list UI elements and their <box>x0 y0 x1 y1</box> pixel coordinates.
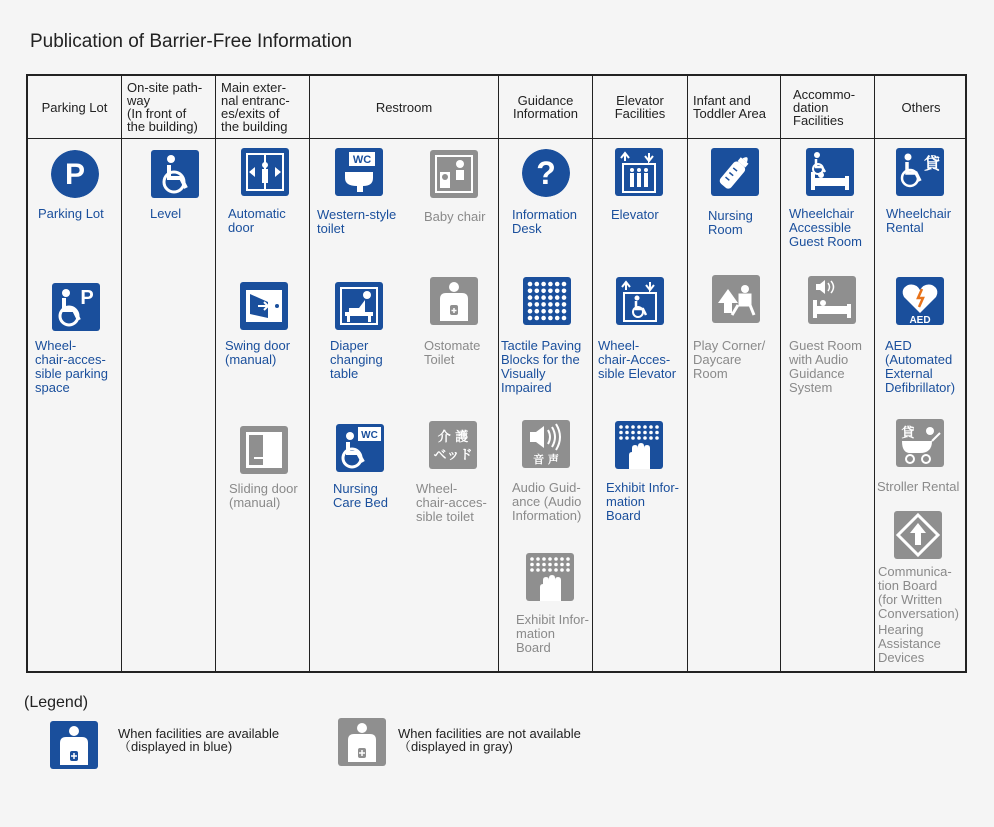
play-corner-icon <box>712 275 760 323</box>
header-accommodation: Accommo- dation Facilities <box>793 86 856 128</box>
automatic-door-icon <box>241 148 289 196</box>
svg-text:AED: AED <box>909 315 931 325</box>
stroller-rental-label: Stroller Rental <box>877 479 960 494</box>
accessible-room-label: Wheelchair Accessible Guest Room <box>789 206 862 249</box>
header-main-entrances: Main exter- nal entranc- es/exits of the building <box>221 80 290 134</box>
audio-bed-icon <box>808 276 856 324</box>
svg-text:貸: 貸 <box>901 426 915 441</box>
wheelchair-wc-icon <box>336 424 384 472</box>
svg-text:WC: WC <box>352 154 372 166</box>
sliding-door-label: Sliding door (manual) <box>229 481 298 510</box>
header-onsite-pathway: On-site path- way (In front of the building) <box>127 80 203 134</box>
diaper-table-label: Diaper changing table <box>330 338 383 381</box>
audio-guidance-label: Audio Guid- ance (Audio Information) <box>512 480 582 523</box>
svg-text:貸: 貸 <box>923 154 941 173</box>
diaper-table-icon <box>335 282 383 330</box>
baby-chair-label: Baby chair <box>424 209 486 224</box>
tactile-blocks-icon <box>523 277 571 325</box>
header-parking-lot: Parking Lot <box>41 99 108 115</box>
header-elevator: Elevator Facilities <box>614 93 666 121</box>
header-guidance: Guidance Information <box>512 93 579 121</box>
header-restroom: Restroom <box>375 99 433 115</box>
aed-icon <box>896 277 944 325</box>
legend-unavailable-text: When facilities are not available （displayed in gray) <box>398 726 581 754</box>
legend-gray-icon <box>338 718 386 766</box>
exhibit-board-gray-label: Exhibit Infor- mation Board <box>516 612 589 655</box>
sliding-door-icon <box>240 426 288 474</box>
communication-board-label: Communica- tion Board (for Written Conversation) <box>878 564 959 621</box>
svg-text:P: P <box>80 287 94 309</box>
ostomate-icon <box>430 277 478 325</box>
elevator-icon <box>615 148 663 196</box>
svg-text:?: ? <box>536 155 556 191</box>
parking-icon <box>51 150 99 198</box>
accessible-toilet-label: Wheel- chair-acces- sible toilet <box>416 481 487 524</box>
play-corner-label: Play Corner/ Daycare Room <box>693 338 766 381</box>
swing-door-icon <box>240 282 288 330</box>
nursing-bed-label: Nursing Care Bed <box>333 481 388 510</box>
audio-room-label: Guest Room with Audio Guidance System <box>789 338 862 395</box>
baby-chair-icon <box>430 150 478 198</box>
ostomate-label: Ostomate Toilet <box>424 338 481 367</box>
svg-text:WC: WC <box>361 430 378 441</box>
legend-available-text: When facilities are available （displayed in blue) <box>118 726 280 754</box>
question-icon <box>522 149 570 197</box>
communication-board-icon <box>894 511 942 559</box>
wheelchair-rental-label: Wheelchair Rental <box>886 206 952 235</box>
level-label: Level <box>150 206 182 221</box>
baby-bottle-icon <box>711 148 759 196</box>
aed-label: AED (Automated External Defibrillator) <box>885 338 956 395</box>
header-infant-area: Infant and Toddler Area <box>693 93 766 121</box>
legend-blue-icon <box>50 721 98 769</box>
western-toilet-label: Western-style toilet <box>317 207 397 236</box>
svg-text:音 声: 音 声 <box>533 453 559 466</box>
automatic-door-label: Automatic door <box>228 206 286 235</box>
swing-door-label: Swing door (manual) <box>225 338 291 367</box>
info-desk-label: Information Desk <box>512 207 578 236</box>
header-others: Others <box>901 99 941 115</box>
exhibit-board-blue-label: Exhibit Infor- mation Board <box>606 480 679 523</box>
hearing-devices-label: Hearing Assistance Devices <box>878 622 941 665</box>
nursing-room-label: Nursing Room <box>708 208 753 237</box>
wheelchair-bed-icon <box>806 148 854 196</box>
audio-guidance-icon <box>522 420 570 468</box>
legend-title: (Legend) <box>24 694 89 711</box>
care-bed-kanji-icon <box>429 421 477 469</box>
wheelchair-parking-icon <box>52 283 100 331</box>
page-title: Publication of Barrier-Free Information <box>30 31 353 52</box>
svg-text:ベッド: ベッド <box>433 448 473 463</box>
braille-hand-icon <box>615 421 663 469</box>
braille-hand-icon <box>526 553 574 601</box>
svg-text:介 護: 介 護 <box>437 430 469 445</box>
accessible-parking-label: Wheel- chair-acces- sible parking space <box>35 338 108 395</box>
wheelchair-icon <box>151 150 199 198</box>
elevator-label: Elevator <box>611 207 659 222</box>
wheelchair-elevator-icon <box>616 277 664 325</box>
accessible-elevator-label: Wheel- chair-Acces- sible Elevator <box>598 338 677 381</box>
tactile-paving-label: Tactile Paving Blocks for the Visually Impaired <box>501 338 582 395</box>
parking-lot-label: Parking Lot <box>38 206 104 221</box>
wc-toilet-icon <box>335 148 383 196</box>
stroller-icon <box>896 419 944 467</box>
wheelchair-rental-icon <box>896 148 944 196</box>
svg-text:P: P <box>64 158 86 191</box>
